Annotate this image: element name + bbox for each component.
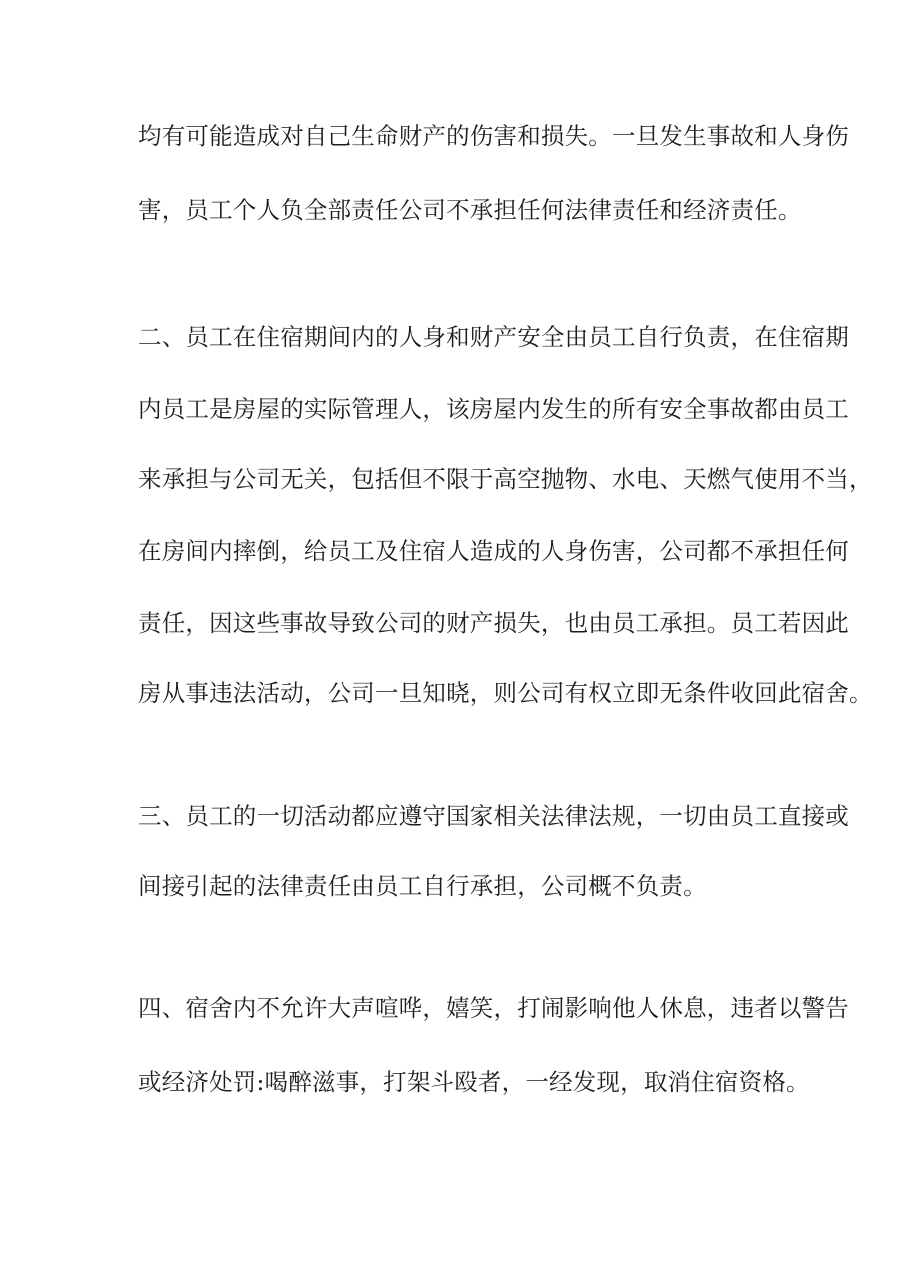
text-line: 在房间内摔倒，给员工及住宿人造成的人身伤害，公司都不承担任何 bbox=[138, 537, 849, 565]
text-line: 均有可能造成对自己生命财产的伤害和损失。一旦发生事故和人身伤 bbox=[138, 122, 849, 150]
text-line: 房从事违法活动，公司一旦知晓，则公司有权立即无条件收回此宿舍。 bbox=[138, 679, 873, 707]
text-line: 间接引起的法律责任由员工自行承担，公司概不负责。 bbox=[138, 872, 707, 900]
text-line: 内员工是房屋的实际管理人，该房屋内发生的所有安全事故都由员工 bbox=[138, 395, 849, 423]
text-line: 三、员工的一切活动都应遵守国家相关法律法规，一切由员工直接或 bbox=[138, 802, 849, 830]
text-line: 四、宿舍内不允许大声喧哗，嬉笑，打闹影响他人休息，违者以警告 bbox=[138, 994, 849, 1022]
text-line: 责任，因这些事故导致公司的财产损失，也由员工承担。员工若因此 bbox=[138, 609, 849, 637]
text-line: 或经济处罚:喝醉滋事，打架斗殴者，一经发现，取消住宿资格。 bbox=[138, 1068, 810, 1096]
text-line: 二、员工在住宿期间内的人身和财产安全由员工自行负责，在住宿期 bbox=[138, 323, 849, 351]
text-line: 来承担与公司无关，包括但不限于高空抛物、水电、天燃气使用不当， bbox=[138, 465, 873, 493]
text-line: 害，员工个人负全部责任公司不承担任何法律责任和经济责任。 bbox=[138, 196, 802, 224]
